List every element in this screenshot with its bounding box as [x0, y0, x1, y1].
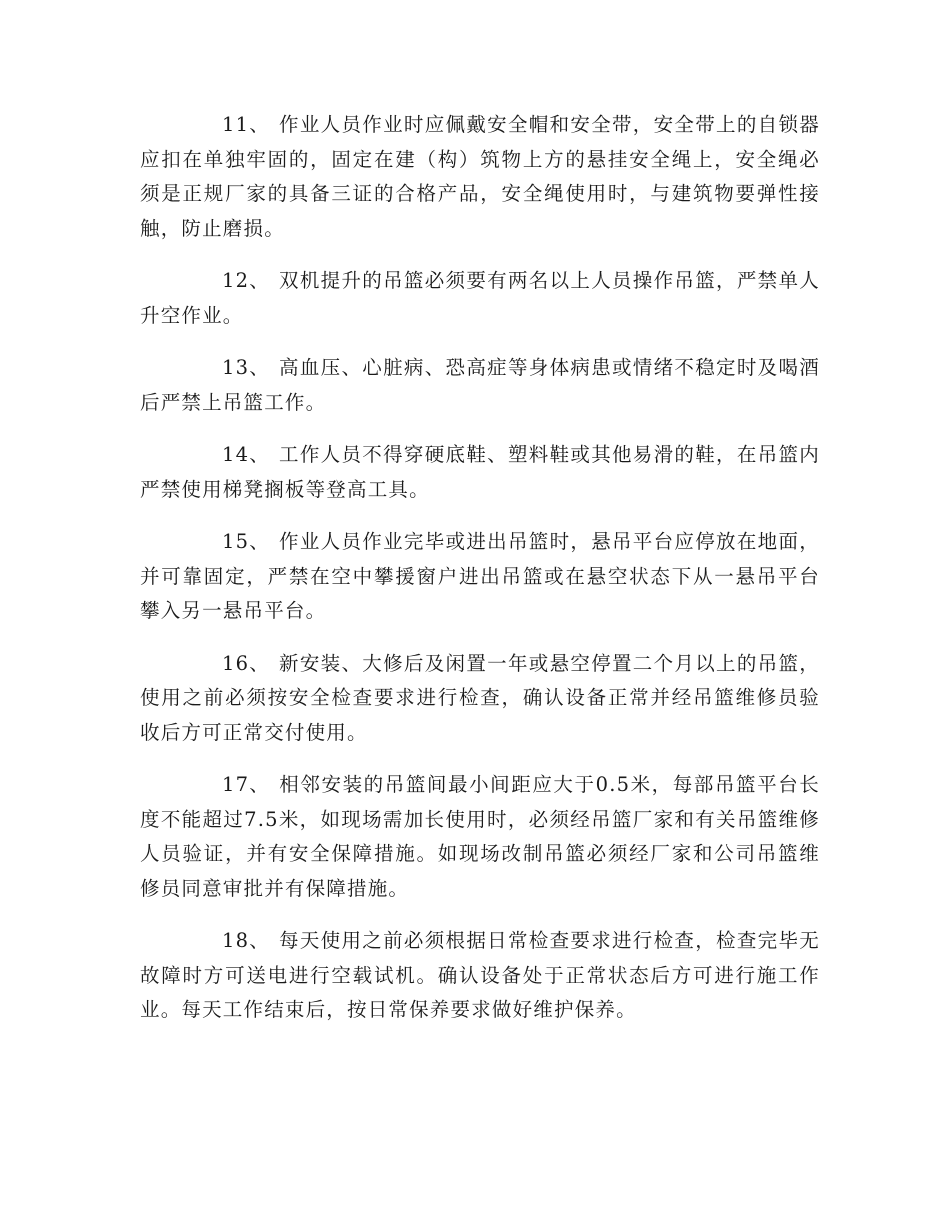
item-number: 17、: [222, 773, 270, 796]
item-text: 双机提升的吊篮必须要有两名以上人员操作吊篮，严禁单人升空作业。: [140, 269, 820, 327]
item-number: 15、: [222, 530, 270, 553]
item-number: 16、: [222, 651, 270, 675]
paragraph-17: [140, 768, 820, 906]
paragraph-15: [140, 525, 820, 629]
item-number: 18、: [222, 929, 270, 952]
paragraph-12: [140, 264, 820, 333]
item-text: 高血压、心脏病、恐高症等身体病患或情绪不稳定时及喝酒后严禁上吊篮工作。: [140, 356, 820, 414]
item-number: 12、: [222, 269, 270, 292]
item-number: 11、: [222, 113, 270, 136]
paragraph-13: [140, 351, 820, 420]
paragraph-18: [140, 924, 820, 1028]
item-text: 新安装、大修后及闲置一年或悬空停置二个月以上的吊篮，使用之前必须按安全检查要求进行检查，确认设备正常并经吊篮维修员验收后方可正常交付使用。: [140, 651, 820, 744]
item-text: 工作人员不得穿硬底鞋、塑料鞋或其他易滑的鞋，在吊篮内严禁使用梯凳搁板等登高工具。: [140, 443, 820, 501]
paragraph-16: [140, 647, 820, 751]
paragraph-14: [140, 438, 820, 507]
item-text: 相邻安装的吊篮间最小间距应大于0.5米，每部吊篮平台长度不能超过7.5米，如现场需加长使用时，必须经吊篮厂家和有关吊篮维修人员验证，并有安全保障措施。如现场改制吊篮必须经厂家和公司吊篮维修员同意审批并有保障措施。: [140, 773, 820, 900]
item-text: 作业人员作业完毕或进出吊篮时，悬吊平台应停放在地面，并可靠固定，严禁在空中攀援窗户进出吊篮或在悬空状态下从一悬吊平台攀入另一悬吊平台。: [140, 530, 820, 622]
item-number: 14、: [222, 443, 270, 466]
document-body: [140, 108, 820, 1046]
item-number: 13、: [222, 356, 270, 379]
item-text: 作业人员作业时应佩戴安全帽和安全带，安全带上的自锁器应扣在单独牢固的，固定在建（构）筑物上方的悬挂安全绳上，安全绳必须是正规厂家的具备三证的合格产品，安全绳使用时，与建筑物要弹性接触，防止磨损。: [140, 113, 820, 240]
item-text: 每天使用之前必须根据日常检查要求进行检查，检查完毕无故障时方可送电进行空载试机。确认设备处于正常状态后方可进行施工作业。每天工作结束后，按日常保养要求做好维护保养。: [140, 929, 820, 1021]
paragraph-11: [140, 108, 820, 246]
